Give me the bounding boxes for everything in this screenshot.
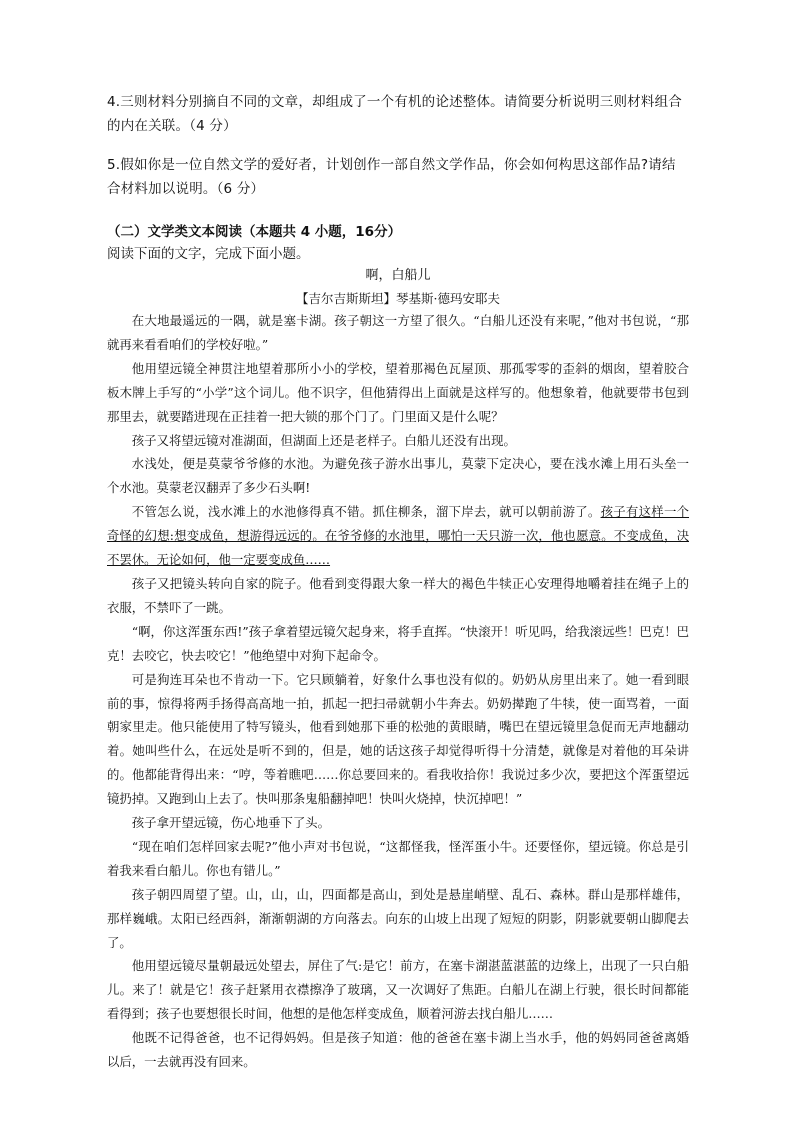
story-paragraph: “现在咱们怎样回家去呢?”他小声对书包说，“这都怪我，怪浑蛋小牛。还要怪你，望远镜。你总是引着我来看白船儿。你也有错儿。”: [107, 838, 689, 878]
story-paragraph: 他用望远镜尽量朝最远处望去，屏住了气:是它！前方，在塞卡湖湛蓝湛蓝的边缘上，出现了一只白船儿。来了！就是它！孩子赶紧用衣襟擦净了玻璃，又一次调好了焦距。白船儿在湖上行驶，很长时间都能看得到；孩子也要想很长时间，他想的是他怎样变成鱼，顺着河游去找白船儿……: [107, 958, 689, 1022]
story-paragraph: 水浅处，便是莫蒙爷爷修的水池。为避免孩子游水出事儿，莫蒙下定决心，要在浅水滩上用石头垒一个水池。莫蒙老汉翻弄了多少石头啊!: [107, 456, 689, 496]
section-heading: （二）文学类文本阅读（本题共 4 小题，16分）: [107, 224, 402, 240]
story-paragraph: 孩子拿开望远镜，伤心地垂下了头。: [131, 815, 331, 831]
story-paragraph: “啊，你这浑蛋东西!”孩子拿着望远镜欠起身来，将手直挥。“快滚开！听见吗，给我滚远些！巴克！巴克！去咬它，快去咬它！”他绝望中对狗下起命令。: [107, 623, 689, 663]
reading-instruction: 阅读下面的文字，完成下面小题。: [107, 246, 310, 262]
underlined-passage: 孩子有这样一个奇怪的幻想:想变成鱼，想游得远远的。在爷爷修的水池里，哪怕一天只游一次，他也愿意。不变成鱼，决不罢休。无论如何，他一定要变成鱼……: [107, 504, 690, 568]
story-author: 【吉尔吉斯斯坦】琴基斯·德玛安耶夫: [296, 291, 500, 306]
question-5: 5.假如你是一位自然文学的爱好者，计划创作一部自然文学作品，你会如何构思这部作品?请结合材料加以说明。（6 分）: [107, 157, 676, 197]
story-paragraph: 孩子又将望远镜对准湖面，但湖面上还是老样子。白船儿还没有出现。: [131, 432, 516, 448]
story-title: 啊，白船儿: [365, 268, 431, 283]
story-paragraph: 他用望远镜全神贯注地望着那所小小的学校，望着那褐色瓦屋顶、那孤零零的歪斜的烟囱，望着胶合板木牌上手写的“小学”这个词儿。他不识字，但他猜得出上面就是这样写的。他想象着，他就要带书包到那里去，就要踏进现在正挂着一把大锁的那个门了。门里面又是什么呢？: [107, 360, 689, 424]
story-paragraph: 他既不记得爸爸，也不记得妈妈。但是孩子知道：他的爸爸在塞卡湖上当水手，他的妈妈同爸爸离婚以后，一去就再没有回来。: [107, 1030, 689, 1070]
story-body: [107, 309, 689, 1074]
story-text: 不管怎么说，浅水滩上的水池修得真不错。抓住柳条，溜下岸去，就可以朝前游了。: [131, 504, 601, 520]
question-4: 4.三则材料分别摘自不同的文章，却组成了一个有机的论述整体。请简要分析说明三则材料组合的内在关联。（4 分）: [107, 94, 682, 134]
story-paragraph-underlined: [107, 500, 689, 572]
story-paragraph: 在大地最遥远的一隅，就是塞卡湖。孩子朝这一方望了很久。“白船儿还没有来呢，”他对书包说，“那就再来看看咱们的学校好啦。”: [107, 313, 689, 352]
story-paragraph: 可是狗连耳朵也不肯动一下。它只顾躺着，好象什么事也没有似的。奶奶从房里出来了。她一看到眼前的事，惊得将两手扬得高高地一拍，抓起一把扫帚就朝小牛奔去。奶奶撵跑了牛犊，使一面骂着，一面朝家里走。他只能使用了特写镜头，他看到她那下垂的松弛的黄眼睛，嘴巴在望远镜里急促而无声地翻动着。她叫些什么，在远处是听不到的，但是，她的话这孩子却觉得听得十分清楚，就像是对着他的耳朵讲的。他都能背得出来：“哼，等着瞧吧……你总要回来的。看我收拾你！我说过多少次，要把这个浑蛋望远镜扔掉。又跑到山上去了。快叫那条鬼船翻掉吧！快叫火烧掉，快沉掉吧！”: [107, 671, 689, 807]
story-paragraph: 孩子朝四周望了望。山，山，山，四面都是高山，到处是悬崖峭壁、乱石、森林。群山是那样雄伟，那样巍峨。太阳已经西斜，渐渐朝湖的方向落去。向东的山坡上出现了短短的阴影，阴影就要朝山脚爬去了。: [107, 886, 689, 950]
story-paragraph: 孩子又把镜头转向自家的院子。他看到变得跟大象一样大的褐色牛犊正心安理得地嚼着挂在绳子上的衣服，不禁吓了一跳。: [107, 575, 689, 615]
